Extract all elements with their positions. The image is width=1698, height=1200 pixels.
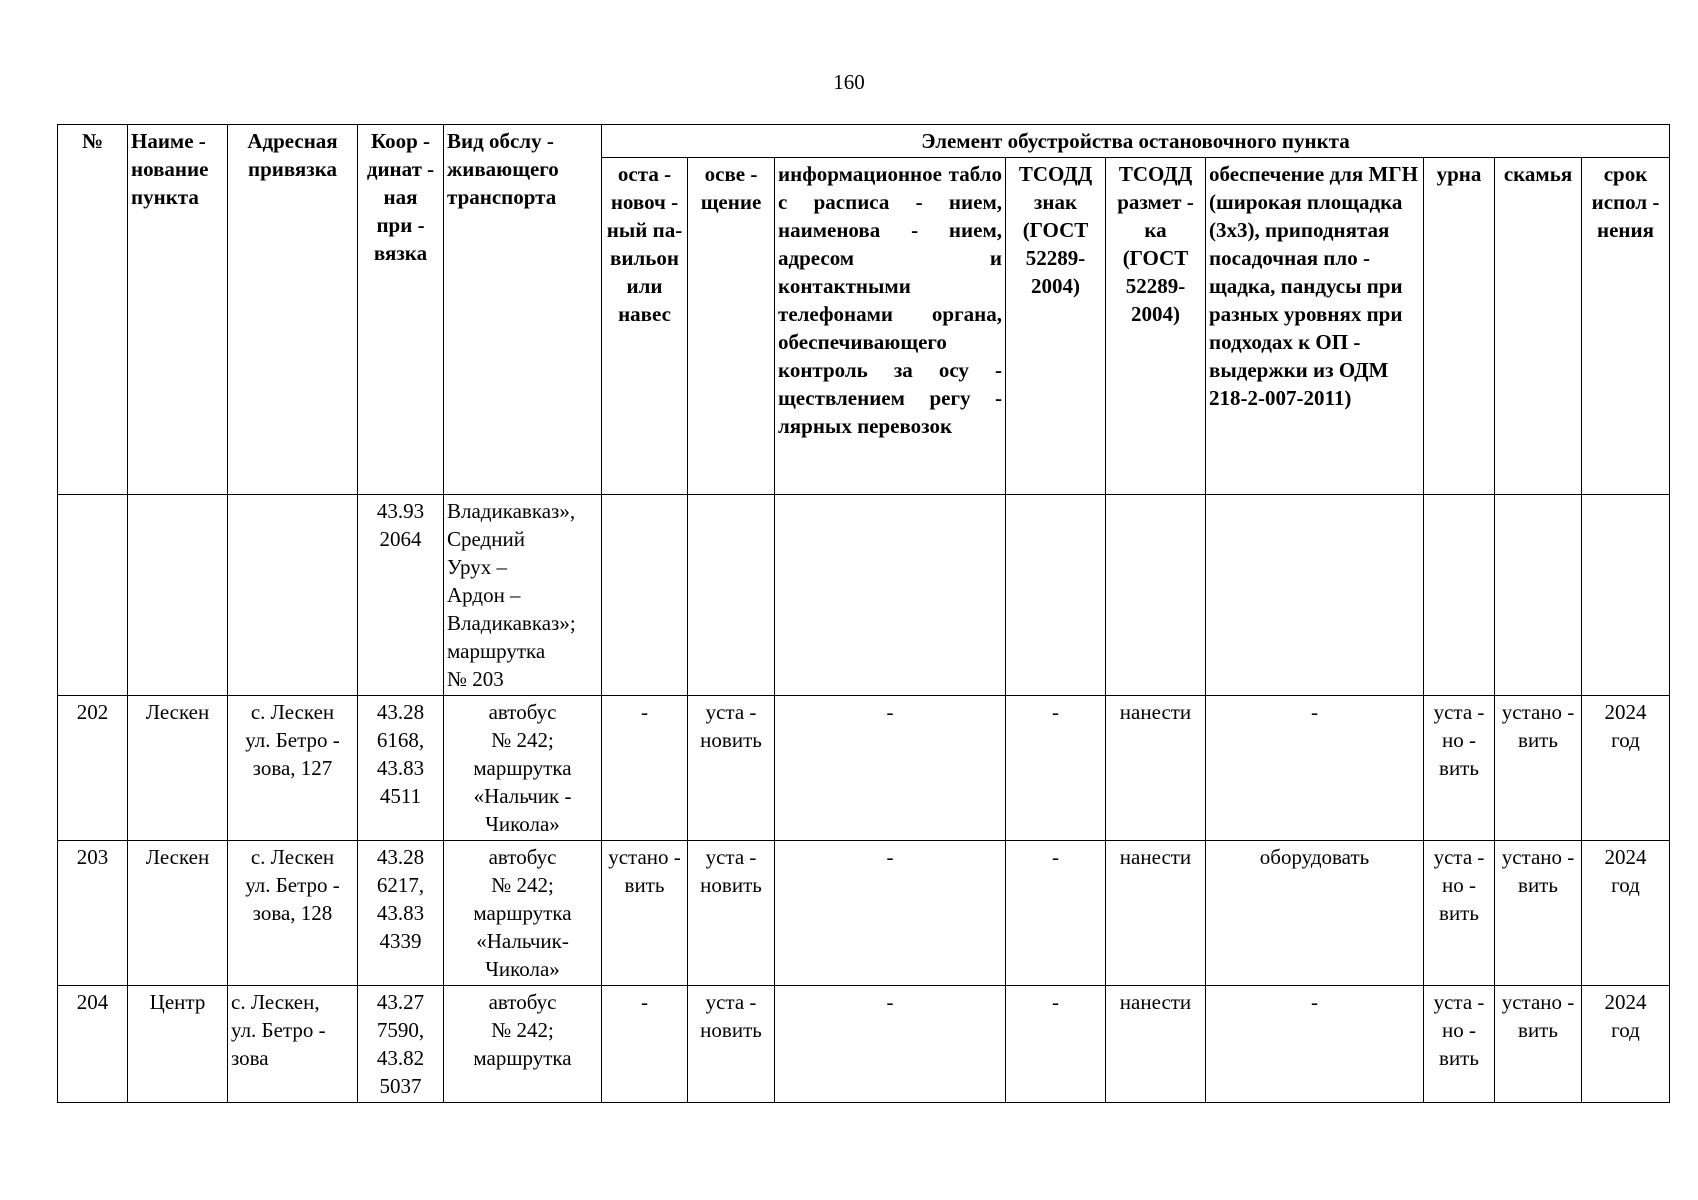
header-mgn: обеспечение для МГН (широкая площадка (3х3), приподнятая посадочная пло - щадка, пандусы при разных уровнях при подходах к ОП - выдержки из ОДМ 218-2-007-2011): [1206, 158, 1424, 495]
cell-mgn: [1206, 495, 1424, 696]
cell-lighting: [688, 495, 775, 696]
cell-coords: 43.27 7590, 43.82 5037: [358, 986, 444, 1103]
cell-urn: уста - но - вить: [1424, 696, 1495, 841]
header-tsodd-sign: ТСОДД знак (ГОСТ 52289- 2004): [1006, 158, 1106, 495]
header-transport: Вид обслу - живающего транспорта: [444, 125, 602, 495]
cell-bench: устано - вить: [1495, 841, 1582, 986]
cell-urn: уста - но - вить: [1424, 841, 1495, 986]
page-number: 160: [833, 70, 865, 94]
header-tsodd-marking: ТСОДД размет - ка (ГОСТ 52289- 2004): [1106, 158, 1206, 495]
cell-address: с. Лескен, ул. Бетро - зова: [228, 986, 358, 1103]
cell-tsodd-sign: [1006, 495, 1106, 696]
cell-bench: устано - вить: [1495, 986, 1582, 1103]
cell-info-board: [775, 495, 1006, 696]
cell-tsodd-marking: нанести: [1106, 841, 1206, 986]
header-coords: Коор - динат - ная при - вязка: [358, 125, 444, 495]
cell-no: 203: [58, 841, 128, 986]
header-bench: скамья: [1495, 158, 1582, 495]
cell-address: с. Лескен ул. Бетро - зова, 127: [228, 696, 358, 841]
cell-mgn: оборудовать: [1206, 841, 1424, 986]
cell-no: 204: [58, 986, 128, 1103]
cell-name: Центр: [128, 986, 228, 1103]
cell-mgn: -: [1206, 986, 1424, 1103]
cell-pavilion: устано - вить: [602, 841, 688, 986]
cell-pavilion: -: [602, 986, 688, 1103]
header-pavilion: оста - новоч - ный па- вильон или навес: [602, 158, 688, 495]
cell-info-board: -: [775, 841, 1006, 986]
header-info-board: информационное табло с расписа - нием, наименова - нием, адресом и контактными телефонами органа, обеспечивающего контроль за осу - ществлением регу - лярных перевозок: [775, 158, 1006, 495]
table-row: [58, 696, 1670, 841]
cell-deadline: 2024 год: [1582, 841, 1670, 986]
cell-transport: автобус № 242; маршрутка «Нальчик - Чикола»: [444, 696, 602, 841]
cell-pavilion: [602, 495, 688, 696]
cell-tsodd-marking: [1106, 495, 1206, 696]
cell-name: Лескен: [128, 841, 228, 986]
cell-coords: 43.28 6217, 43.83 4339: [358, 841, 444, 986]
header-no: №: [58, 125, 128, 495]
header-stop-elements-group: Элемент обустройства остановочного пункта: [602, 125, 1670, 158]
cell-coords: 43.93 2064: [358, 495, 444, 696]
table-row: [58, 986, 1670, 1103]
cell-tsodd-sign: -: [1006, 986, 1106, 1103]
cell-tsodd-marking: нанести: [1106, 986, 1206, 1103]
cell-transport: автобус № 242; маршрутка: [444, 986, 602, 1103]
header-name: Наиме - нование пункта: [128, 125, 228, 495]
cell-deadline: 2024 год: [1582, 696, 1670, 841]
cell-bench: [1495, 495, 1582, 696]
cell-lighting: уста - новить: [688, 986, 775, 1103]
cell-name: [128, 495, 228, 696]
cell-coords: 43.28 6168, 43.83 4511: [358, 696, 444, 841]
cell-lighting: уста - новить: [688, 696, 775, 841]
cell-tsodd-sign: -: [1006, 841, 1106, 986]
header-lighting: осве - щение: [688, 158, 775, 495]
header-urn: урна: [1424, 158, 1495, 495]
header-deadline: срок испол - нения: [1582, 158, 1670, 495]
cell-address: [228, 495, 358, 696]
header-row-1: [58, 125, 1670, 158]
cell-deadline: 2024 год: [1582, 986, 1670, 1103]
cell-mgn: -: [1206, 696, 1424, 841]
cell-urn: уста - но - вить: [1424, 986, 1495, 1103]
cell-bench: устано - вить: [1495, 696, 1582, 841]
cell-transport: автобус № 242; маршрутка «Нальчик- Чикола»: [444, 841, 602, 986]
cell-name: Лескен: [128, 696, 228, 841]
cell-no: [58, 495, 128, 696]
table-row: [58, 495, 1670, 696]
cell-tsodd-marking: нанести: [1106, 696, 1206, 841]
cell-tsodd-sign: -: [1006, 696, 1106, 841]
table-row: [58, 841, 1670, 986]
header-address: Адресная привязка: [228, 125, 358, 495]
cell-no: 202: [58, 696, 128, 841]
cell-deadline: [1582, 495, 1670, 696]
cell-pavilion: -: [602, 696, 688, 841]
cell-info-board: -: [775, 986, 1006, 1103]
cell-info-board: -: [775, 696, 1006, 841]
cell-transport: Владикавказ», Средний Урух – Ардон – Владикавказ»; маршрутка № 203: [444, 495, 602, 696]
bus-stops-table: [57, 124, 1670, 1103]
cell-lighting: уста - новить: [688, 841, 775, 986]
cell-address: с. Лескен ул. Бетро - зова, 128: [228, 841, 358, 986]
cell-urn: [1424, 495, 1495, 696]
